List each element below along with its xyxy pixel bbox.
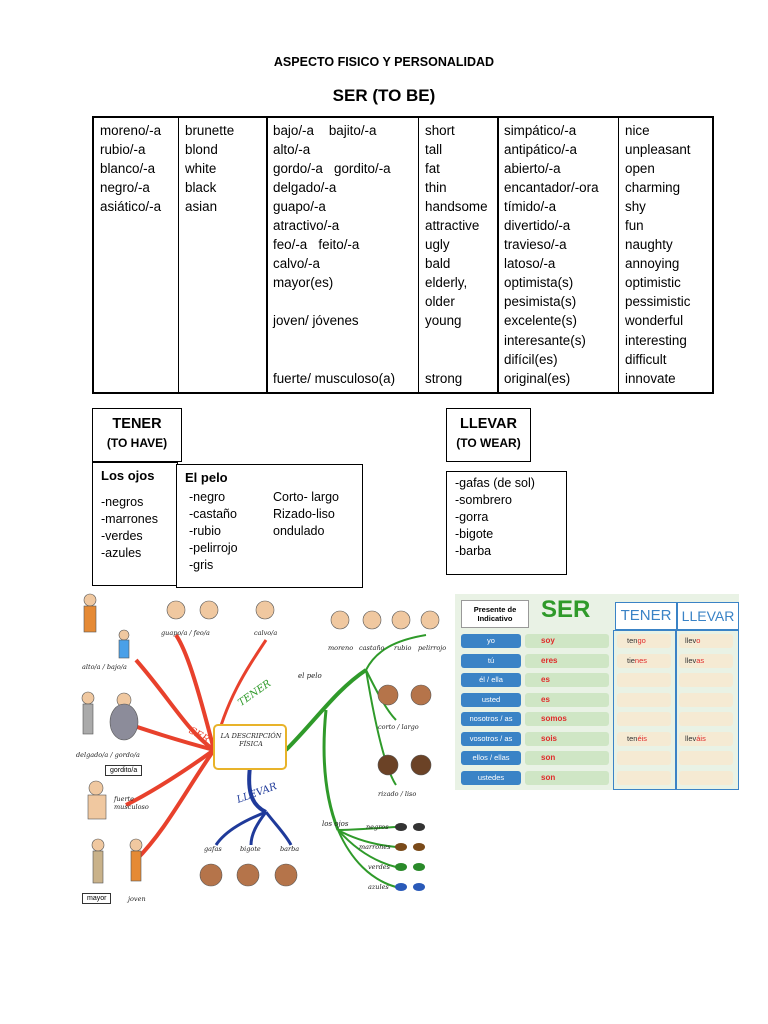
- table-cell: travieso/-a: [504, 237, 567, 253]
- llevar-header-box: [446, 408, 531, 462]
- llevar-list: [455, 475, 558, 560]
- table-cell: abierto/-a: [504, 161, 561, 177]
- table-cell: [273, 350, 419, 369]
- gram-ser-form: eres: [525, 654, 609, 668]
- table-cell: rubio/-a: [100, 142, 146, 158]
- table-cell: annoying: [625, 256, 680, 272]
- table-cell: moreno/-a: [100, 123, 162, 138]
- gram-tener-stem: ten: [627, 733, 638, 743]
- table-cell: latoso/-a: [504, 256, 556, 272]
- label-rubio: rubio: [394, 644, 412, 652]
- mind-map-center-label: LA DESCRIPCIÓN FÍSICA: [220, 732, 282, 748]
- gram-tener-form: [617, 634, 671, 648]
- gram-pronoun: vosotros / as: [461, 732, 521, 746]
- table-cell: mayor(es): [273, 275, 334, 291]
- table-cell: ugly: [425, 237, 450, 253]
- label-barba: barba: [280, 845, 300, 853]
- ojos-box: [92, 462, 178, 586]
- gram-tener-ending: nes: [634, 655, 648, 665]
- label-verdes: verdes: [368, 863, 390, 871]
- list-item: -gris: [189, 558, 214, 572]
- table-cell: [273, 292, 419, 311]
- gram-tener-stem: ten: [627, 636, 638, 645]
- table-cell: naughty: [625, 237, 673, 253]
- table-cell: unpleasant: [625, 142, 691, 158]
- gram-ser-form: son: [525, 751, 609, 765]
- table-cell: [425, 350, 499, 369]
- gram-llevar-stem: llev: [685, 733, 697, 743]
- table-cell: bajo/-a bajito/-a: [273, 123, 377, 138]
- gram-tener-form: [617, 673, 671, 687]
- table-cell: young: [425, 313, 462, 329]
- table-cell: open: [625, 161, 655, 177]
- label-alto: alto/a / bajo/a: [82, 663, 127, 671]
- table-cell: brunette: [185, 123, 235, 138]
- mind-map-drawing: [76, 590, 440, 908]
- gram-pronoun: yo: [461, 634, 521, 648]
- mind-map-illustration: [76, 590, 447, 908]
- table-cell: older: [425, 294, 455, 310]
- table-cell: thin: [425, 180, 447, 196]
- gram-llevar-ending: o: [696, 636, 701, 645]
- list-item: ondulado: [273, 524, 325, 538]
- gram-ser-form: son: [525, 771, 609, 785]
- list-item: -bigote: [455, 527, 494, 541]
- list-item: -sombrero: [455, 493, 512, 507]
- list-item: Corto- largo: [273, 490, 339, 504]
- table-cell: divertido/-a: [504, 218, 571, 234]
- table-cell: fuerte/ musculoso(a): [273, 370, 396, 386]
- label-negros: negros: [366, 823, 389, 831]
- gram-pronoun: ellos / ellas: [461, 751, 521, 765]
- pelo-box: [176, 464, 363, 588]
- gram-tener-form: [617, 732, 671, 746]
- gram-tener-form: [617, 751, 671, 765]
- table-column-physical-en: [419, 118, 499, 392]
- table-cell: bald: [425, 256, 451, 272]
- table-cell: interesante(s): [504, 332, 586, 348]
- table-cell: simpático/-a: [504, 123, 577, 138]
- gram-pronoun: tú: [461, 654, 521, 668]
- conjugation-table: [455, 594, 739, 790]
- table-cell: shy: [625, 199, 646, 215]
- gram-tener-form: [617, 693, 671, 707]
- gram-tener-form: [617, 654, 671, 668]
- gram-pronoun: usted: [461, 693, 521, 707]
- mind-map-llevar-label: LLEVAR: [235, 781, 279, 806]
- section-title-ser: SER (TO BE): [332, 86, 436, 105]
- gram-llevar-heading: LLEVAR: [677, 602, 739, 630]
- gram-llevar-form: [679, 654, 733, 668]
- label-joven: joven: [128, 895, 146, 903]
- label-gafas: gafas: [204, 845, 222, 853]
- label-corto: corto / largo: [378, 723, 419, 731]
- gram-llevar-stem: llev: [685, 636, 697, 645]
- gram-tener-ending: éis: [637, 733, 648, 743]
- table-cell: short: [425, 123, 455, 138]
- list-item: -rubio: [189, 524, 221, 538]
- table-cell: [425, 331, 499, 350]
- table-cell: interesting: [625, 332, 687, 348]
- table-cell: [273, 331, 419, 350]
- gram-llevar-form: [679, 673, 733, 687]
- gram-ser-heading: SER: [541, 596, 591, 623]
- table-cell: fun: [625, 218, 644, 234]
- gram-llevar-form: [679, 771, 733, 785]
- gram-tener-heading: TENER: [615, 602, 677, 630]
- table-cell: handsome: [425, 199, 488, 215]
- table-cell: charming: [625, 180, 681, 196]
- table-cell: blond: [185, 142, 218, 158]
- gram-pronoun: él / ella: [461, 673, 521, 687]
- list-item: -gorra: [455, 510, 489, 524]
- ser-vocabulary-table: [92, 116, 714, 394]
- table-column-physical-es: [267, 118, 419, 392]
- table-column-colors-en: [179, 118, 267, 392]
- label-moreno: moreno: [328, 644, 354, 652]
- table-cell: difícil(es): [504, 351, 558, 367]
- label-rizado: rizado / liso: [378, 790, 417, 798]
- table-cell: calvo/-a: [273, 256, 320, 272]
- gram-ser-form: sois: [525, 732, 609, 746]
- list-item: -negros: [101, 495, 144, 509]
- table-cell: tall: [425, 142, 443, 158]
- gram-llevar-ending: as: [696, 655, 705, 665]
- table-cell: fat: [425, 161, 440, 177]
- list-item: -pelirrojo: [189, 541, 238, 555]
- table-cell: black: [185, 180, 217, 196]
- document-title: ASPECTO FISICO Y PERSONALIDAD: [273, 55, 495, 69]
- table-cell: tímido/-a: [504, 199, 557, 215]
- list-item: -castaño: [189, 507, 237, 521]
- tener-heading: TENER: [112, 416, 162, 432]
- table-cell: excelente(s): [504, 313, 577, 329]
- table-cell: negro/-a: [100, 180, 150, 196]
- label-bigote: bigote: [240, 845, 261, 853]
- pelo-heading: El pelo: [185, 470, 228, 485]
- label-delgado: delgado/a / gordo/a: [76, 751, 140, 759]
- gram-tener-form: [617, 771, 671, 785]
- gram-heading: Presente de Indicativo: [461, 600, 529, 628]
- table-column-colors-es: [94, 118, 179, 392]
- table-cell: feo/-a feito/-a: [273, 237, 360, 253]
- label-castano: castaño: [359, 644, 385, 652]
- table-cell: nice: [625, 123, 650, 138]
- table-cell: encantador/-ora: [504, 180, 599, 196]
- llevar-items-box: [446, 471, 567, 575]
- label-guapo: guapo/a / feo/a: [161, 629, 210, 637]
- table-cell: delgado/-a: [273, 180, 337, 196]
- label-mayor: mayor: [82, 893, 111, 904]
- table-cell: pesimista(s): [504, 294, 577, 310]
- table-column-personality-es: [498, 118, 618, 392]
- table-cell: joven/ jóvenes: [273, 313, 359, 329]
- gram-pronoun: ustedes: [461, 771, 521, 785]
- label-fuerte: fuerte musculoso: [114, 795, 149, 811]
- list-item: -marrones: [101, 512, 158, 526]
- table-cell: pessimistic: [625, 294, 691, 310]
- pelo-list-length: [273, 489, 339, 540]
- list-item: -barba: [455, 544, 492, 558]
- label-calvo: calvo/a: [254, 629, 278, 637]
- table-column-personality-en: [619, 118, 714, 392]
- table-cell: alto/-a: [273, 142, 311, 158]
- table-cell: elderly,: [425, 275, 468, 291]
- gram-llevar-stem: llev: [685, 655, 697, 665]
- table-cell: gordo/-a gordito/-a: [273, 161, 391, 177]
- gram-ser-form: soy: [525, 634, 609, 648]
- list-item: -azules: [101, 546, 142, 560]
- list-item: -verdes: [101, 529, 143, 543]
- gram-ser-form: es: [525, 673, 609, 687]
- ojos-list: [101, 494, 169, 562]
- table-cell: atractivo/-a: [273, 218, 340, 234]
- table-cell: innovate: [625, 370, 676, 386]
- mind-map-tener-label: TENER: [236, 678, 274, 709]
- list-item: -gafas (de sol): [455, 476, 535, 490]
- tener-translation: (TO HAVE): [106, 436, 168, 450]
- table-cell: asian: [185, 199, 218, 215]
- table-cell: asiático/-a: [100, 199, 162, 215]
- gram-llevar-form: [679, 712, 733, 726]
- gram-pronoun: nosotros / as: [461, 712, 521, 726]
- label-pelirrojo: pelirrojo: [418, 644, 447, 652]
- ojos-heading: Los ojos: [101, 468, 155, 483]
- gram-llevar-form: [679, 732, 733, 746]
- table-cell: wonderful: [625, 313, 684, 329]
- label-azules: azules: [368, 883, 389, 891]
- gram-llevar-form: [679, 634, 733, 648]
- table-cell: white: [185, 161, 217, 177]
- tener-header-box: [92, 408, 182, 462]
- gram-ser-form: es: [525, 693, 609, 707]
- pelo-list: [189, 489, 238, 574]
- table-cell: difficult: [625, 351, 667, 367]
- label-marrones: marrones: [359, 843, 391, 851]
- gram-tener-ending: go: [637, 636, 646, 645]
- gram-tener-stem: tie: [627, 655, 635, 665]
- llevar-heading: LLEVAR: [460, 416, 517, 432]
- gram-tener-form: [617, 712, 671, 726]
- list-item: -negro: [189, 490, 226, 504]
- gram-llevar-ending: áis: [696, 733, 706, 743]
- llevar-translation: (TO WEAR): [456, 436, 521, 450]
- table-cell: attractive: [425, 218, 480, 234]
- table-cell: strong: [425, 370, 463, 386]
- label-gordito: gordito/a: [105, 765, 142, 776]
- mind-map-ser-label: SER: [186, 725, 211, 746]
- table-cell: optimistic: [625, 275, 681, 291]
- gram-ser-form: somos: [525, 712, 609, 726]
- table-cell: guapo/-a: [273, 199, 326, 215]
- gram-llevar-form: [679, 693, 733, 707]
- list-item: Rizado-liso: [273, 507, 335, 521]
- table-cell: antipático/-a: [504, 142, 577, 158]
- table-cell: optimista(s): [504, 275, 574, 291]
- gram-llevar-form: [679, 751, 733, 765]
- table-cell: blanco/-a: [100, 161, 156, 177]
- mind-map-ojos-label: los ojos: [322, 820, 349, 828]
- table-cell: original(es): [504, 370, 571, 386]
- mind-map-pelo-label: el pelo: [298, 672, 322, 680]
